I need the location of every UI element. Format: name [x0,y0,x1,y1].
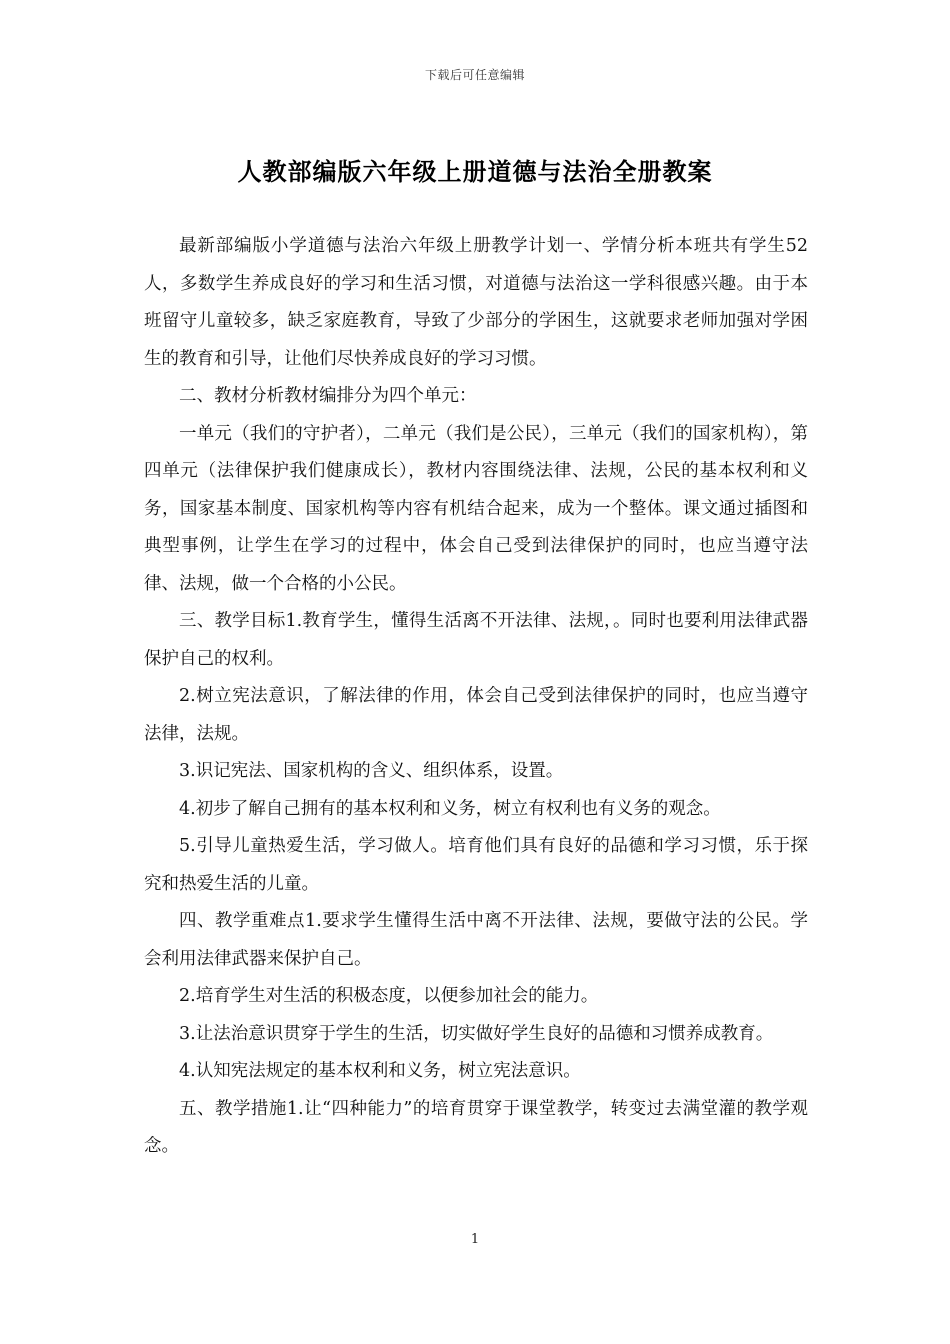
paragraph: 四、教学重难点1.要求学生懂得生活中离不开法律、法规，要做守法的公民。学会利用法律武器来保护自己。 [144,911,808,969]
paragraph: 2.树立宪法意识，了解法律的作用，体会自己受到法律保护的同时，也应当遵守法律，法规。 [144,686,808,744]
document-title: 人教部编版六年级上册道德与法治全册教案 [237,157,713,186]
paragraph: 三、教学目标1.教育学生，懂得生活离不开法律、法规，。同时也要利用法律武器保护自己的权利。 [144,611,808,669]
paragraph: 五、教学措施1.让“四种能力”的培育贯穿于课堂教学，转变过去满堂灌的教学观念。 [144,1098,808,1156]
header-note: 下载后可任意编辑 [424,68,525,82]
paragraph: 3.让法治意识贯穿于学生的生活，切实做好学生良好的品德和习惯养成教育。 [179,1023,774,1044]
page-number: 1 [470,1232,480,1247]
paragraph: 最新部编版小学道德与法治六年级上册教学计划一、学情分析本班共有学生52人，多数学生养成良好的学习和生活习惯，对道德与法治这一学科很感兴趣。由于本班留守儿童较多，缺乏家庭教育，导致了少部分的学困生，这就要求老师加强对学困生的教育和引导，让他们尽快养成良好的学习习惯。 [144,236,808,369]
paragraph: 5.引导儿童热爱生活，学习做人。培育他们具有良好的品德和学习习惯，乐于探究和热爱生活的儿童。 [144,836,808,894]
document-body [144,228,808,1166]
paragraph: 3.识记宪法、国家机构的含义、组织体系，设置。 [179,761,564,781]
paragraph: 2.培育学生对生活的积极态度，以便参加社会的能力。 [179,986,599,1006]
paragraph: 4.认知宪法规定的基本权利和义务，树立宪法意识。 [179,1061,581,1081]
paragraph: 二、教材分析教材编排分为四个单元： [179,386,477,406]
paragraph: 4.初步了解自己拥有的基本权利和义务，树立有权利也有义务的观念。 [179,798,721,819]
paragraph: 一单元（我们的守护者），二单元（我们是公民），三单元（我们的国家机构），第四单元（法律保护我们健康成长），教材内容围绕法律、法规，公民的基本权利和义务，国家基本制度、国家机构等内容有机结合起来，成为一个整体。课文通过插图和典型事例，让学生在学习的过程中，体会自己受到法律保护的同时，也应当遵守法律、法规，做一个合格的小公民。 [144,423,808,594]
